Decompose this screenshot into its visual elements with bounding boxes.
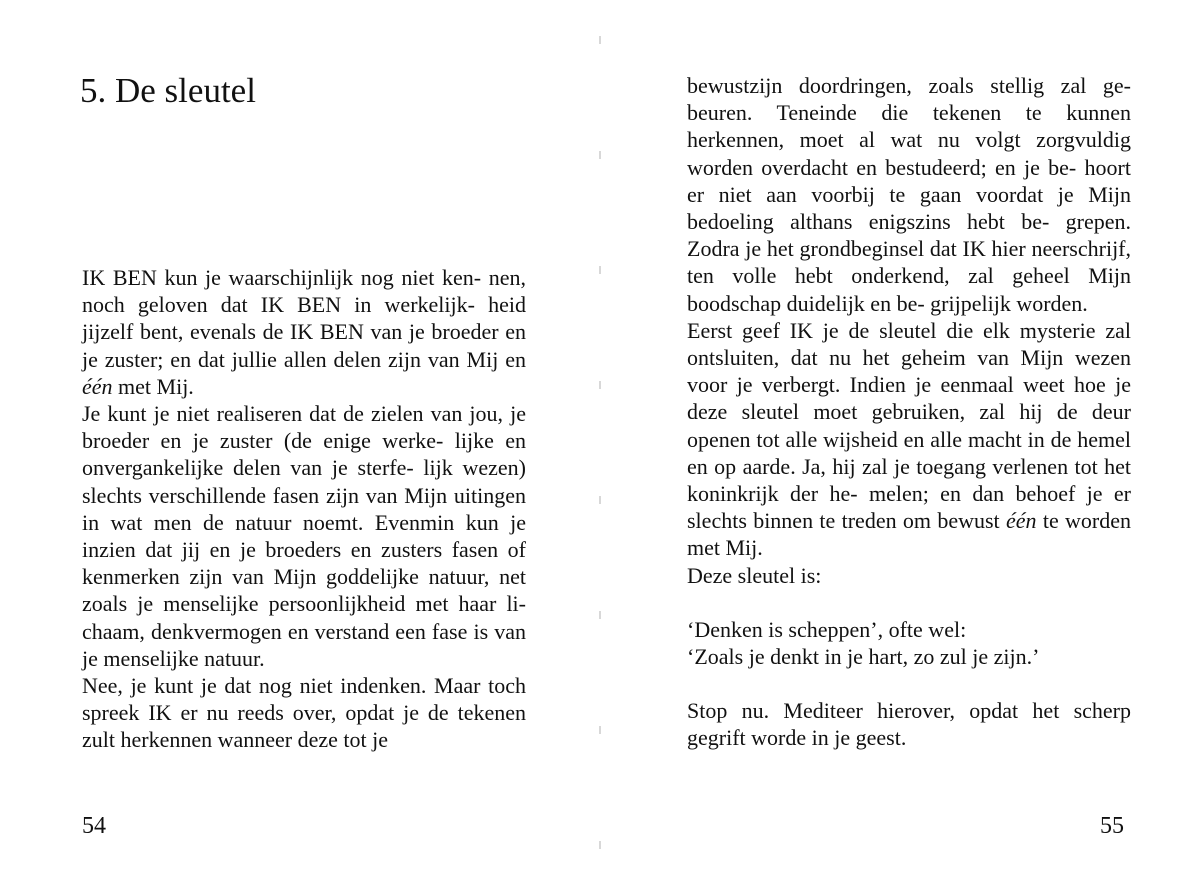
text-line: grepen. Zodra je het grondbeginsel dat IK	[687, 209, 1131, 262]
text-line: hoort er niet aan voorbij te gaan voordat je	[687, 154, 1131, 207]
text-line: nen, noch geloven dat IK BEN in werkelijk-	[82, 265, 526, 318]
text-line: Deze sleutel is:	[687, 562, 822, 588]
text-line: hij de deur openen tot alle wijsheid en alle	[687, 399, 1131, 452]
text-line: macht in de hemel en op aarde. Ja, hij zal je	[687, 426, 1132, 479]
text-line: herkennen, moet al wat nu volgt zorgvuldig	[687, 127, 1131, 153]
text-line: tekenen zult herkennen wanneer deze tot je	[82, 700, 527, 753]
left-text-column	[82, 264, 526, 754]
text-line: treden om bewust	[841, 508, 1006, 534]
text-line: Mijn bedoeling althans enigszins hebt be-	[687, 181, 1131, 235]
paragraph-gap	[687, 589, 1131, 616]
text-line: zal geheel Mijn boodschap duidelijk en be-	[687, 263, 1131, 316]
text-line: is van je menselijke natuur.	[82, 618, 526, 671]
paragraph	[687, 72, 1131, 317]
text-line: van Mijn goddelijke natuur, net zoals je	[82, 564, 527, 617]
emphasis: één	[1005, 508, 1037, 534]
text-line: IK BEN kun je waarschijnlijk nog niet ken-	[82, 265, 482, 290]
text-line: melen; en dan behoef je er slechts binnen te	[687, 481, 1131, 534]
text-line: heid jijzelf bent, evenals de IK BEN van je	[82, 292, 526, 345]
paragraph-gap	[687, 670, 1131, 697]
text-line: met Mij.	[112, 373, 194, 399]
emphasis: één	[82, 373, 113, 399]
text-line: noemt. Evenmin kun je inzien dat jij en je	[82, 509, 527, 563]
text-line: lijke en onvergankelijke delen van je sterfe-	[82, 428, 527, 481]
text-line: Je kunt je niet realiseren dat de zielen van	[82, 401, 463, 427]
text-line: toegang verlenen tot het koninkrijk der he-	[687, 453, 1131, 507]
text-line: lijk wezen) slechts verschillende fasen zijn	[82, 455, 526, 508]
paragraph	[82, 264, 526, 400]
quote-line: ‘Zoals je denkt in je hart, zo zul je zijn.’	[687, 644, 1040, 670]
text-line: broeder en je zuster; en dat jullie allen delen	[82, 319, 526, 372]
text-line: bewustzijn doordringen, zoals stellig zal ge-	[687, 73, 1131, 98]
text-line: Stop nu. Mediteer hierover, opdat het	[687, 698, 1060, 724]
text-line: hier neerschrijf, ten volle hebt onderkend,	[687, 236, 1132, 289]
paragraph	[82, 400, 526, 672]
text-line: scherp gegrift worde in je geest.	[687, 698, 1132, 751]
right-text-column	[687, 72, 1131, 752]
quote-line: ‘Denken is scheppen’, ofte wel:	[687, 616, 967, 642]
text-line: toch spreek IK er nu reeds over, opdat je de	[82, 673, 526, 726]
text-line: broeders en zusters fasen of kenmerken zijn	[82, 537, 527, 590]
paragraph	[82, 672, 526, 754]
text-line: grijpelijk worden.	[930, 290, 1088, 316]
chapter-title: 5. De sleutel	[80, 71, 256, 110]
page-number-left: 54	[82, 813, 106, 839]
text-line: Eerst geef IK je de sleutel die elk mysterie	[687, 317, 1096, 343]
text-line: weet hoe je deze sleutel moet gebruiken, zal	[687, 372, 1131, 425]
text-line: zijn van Mij en	[388, 346, 526, 372]
text-line: menselijke persoonlijkheid met haar li-	[163, 591, 526, 617]
page-number-right: 55	[1100, 813, 1124, 839]
closing-paragraph	[687, 697, 1131, 751]
text-line: te worden met Mij.	[687, 508, 1132, 561]
text-line: chaam, denkvermogen en verstand een fase	[82, 618, 468, 644]
right-page	[600, 0, 1200, 885]
text-line: van Mijn uitingen in wat men de natuur	[82, 482, 526, 535]
quote	[687, 616, 1131, 670]
text-line: zal ontsluiten, dat nu het geheim van Mijn	[687, 317, 1132, 371]
paragraph	[687, 317, 1131, 589]
text-line: beuren. Teneinde die tekenen te kunnen	[687, 100, 1131, 126]
text-line: jou, je broeder en je zuster (de enige werke-	[82, 401, 526, 454]
text-line: wezen voor je verbergt. Indien je eenmaal	[687, 345, 1131, 398]
text-line: worden overdacht en bestudeerd; en je be-	[687, 154, 1077, 180]
text-line: Nee, je kunt je dat nog niet indenken. Maar	[82, 673, 481, 699]
